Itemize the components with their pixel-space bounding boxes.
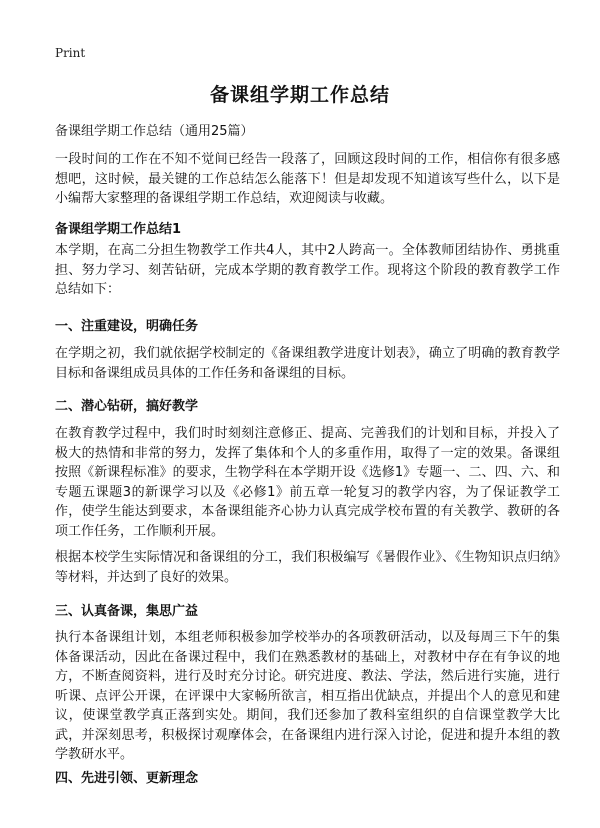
intro-paragraph: 一段时间的工作在不知不觉间已经告一段落了，回顾这段时间的工作，相信你有很多感想吧，这时候，最关键的工作总结怎么能落下！但是却发现不知道该写些什么，以下是小编帮大家整理的备课组学期工作总结，欢迎阅读与收藏。 <box>55 152 560 206</box>
document-subtitle: 备课组学期工作总结（通用25篇） <box>55 124 254 139</box>
part-paragraph: 在教育教学过程中，我们时时刻刻注意修正、提高、完善我们的计划和目标，并投入了极大的热情和非常的努力，发挥了集体和个人的多重作用，取得了一定的效果。备课组按照《新课程标准》的要求，生物学科在本学期开设《选修1》专题一、二、四、六、和专题五课题3的新课学习以及《必修1》前五章一轮复习的教学内容，为了保证教学工作，使学生能达到要求，本备课组能齐心协力认真完成学校布置的有关教学、教研的各项工作任务，工作顺利开展。 <box>55 426 560 539</box>
part-heading-2: 二、潜心钻研，搞好教学 <box>55 399 199 414</box>
section-heading: 备课组学期工作总结1 <box>55 222 182 237</box>
part-paragraph: 根据本校学生实际情况和备课组的分工，我们积极编写《暑假作业》、《生物知识点归纳》等材料，并达到了良好的效果。 <box>55 550 560 585</box>
part-paragraph: 执行本备课组计划，本组老师积极参加学校举办的各项教研活动，以及每周三下午的集体备课活动，因此在备课过程中，我们在熟悉教材的基础上，对教材中存在有争议的地方，不断查阅资料，进行及时充分讨论。研究进度、教法、学法，然后进行实施，进行听课、点评公开课，在评课中大家畅所欲言，相互指出优缺点，并提出个人的意见和建议，使课堂教学真正落到实处。期间，我们还参加了教科室组织的自信课堂教学大比武，并深刻思考，积极探讨观摩体会，在备课组内进行深入讨论，促进和提升本组的教学教研水平。 <box>55 630 560 762</box>
part-heading-3: 三、认真备课，集思广益 <box>55 604 199 619</box>
part-heading-4: 四、先进引领、更新理念 <box>55 771 199 786</box>
section-paragraph: 本学期，在高二分担生物教学工作共4人，其中2人跨高一。全体教师团结协作、勇挑重担、努力学习、刻苦钻研，完成本学期的教育教学工作。现将这个阶段的教育教学工作总结如下： <box>55 243 560 297</box>
part-paragraph: 在学期之初，我们就依据学校制定的《备课组教学进度计划表》，确立了明确的教育教学目标和备课组成员具体的工作任务和备课组的目标。 <box>55 346 560 381</box>
print-link[interactable]: Print <box>55 46 86 60</box>
part-heading-1: 一、注重建设，明确任务 <box>55 319 199 334</box>
page-title: 备课组学期工作总结 <box>209 84 390 106</box>
